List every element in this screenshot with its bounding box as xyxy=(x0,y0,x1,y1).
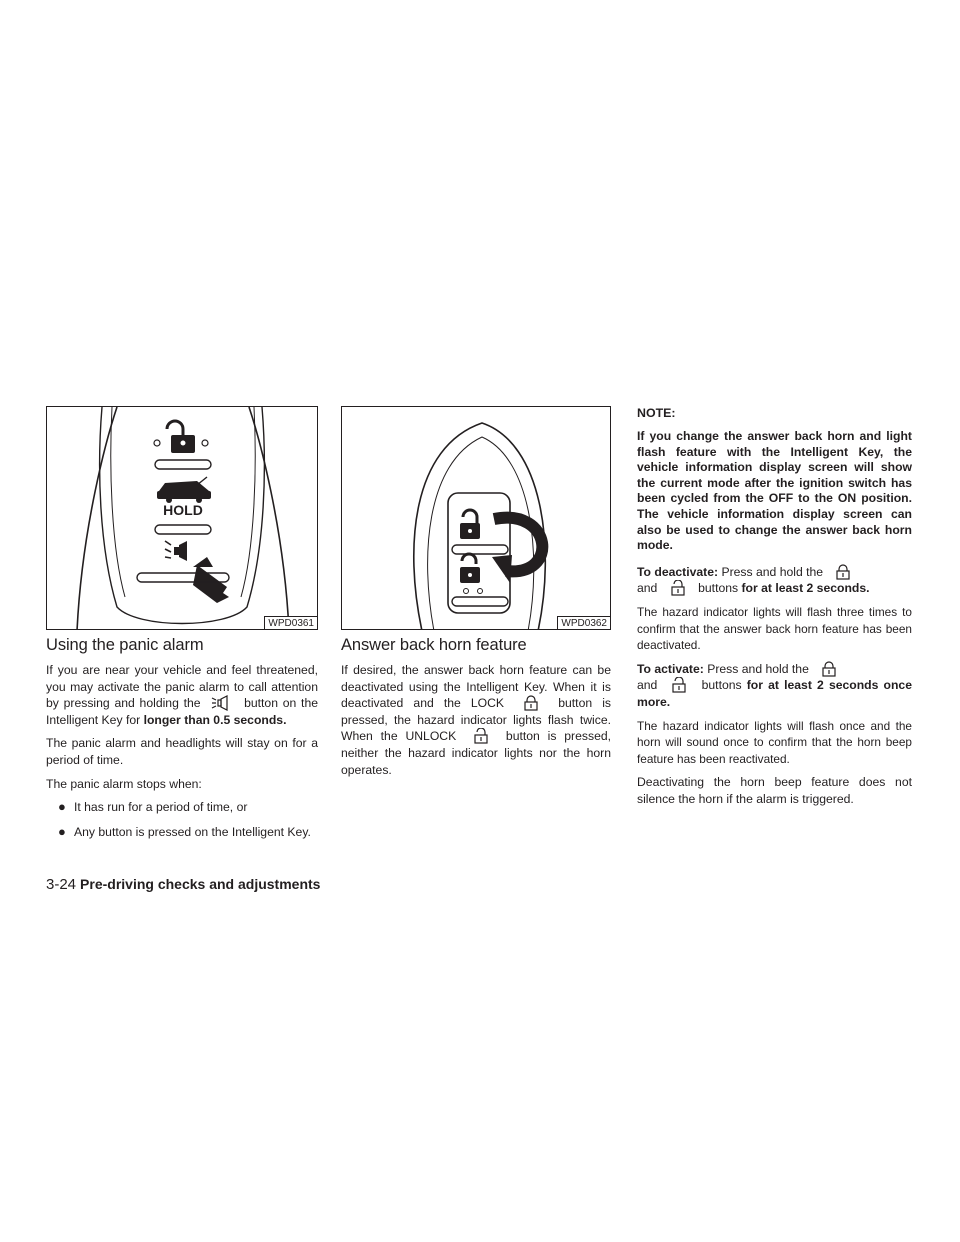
section-title-answer-back: Answer back horn feature xyxy=(341,636,527,654)
unlock-icon xyxy=(469,728,493,744)
activate-result: The hazard indicator lights will flash once and the horn will sound once to confirm that the horn beep feature has been reactivated. xyxy=(637,718,912,766)
lock-icon xyxy=(817,661,841,677)
intelligent-key-illustration xyxy=(47,407,318,630)
answer-text-a: If desired, the answer back horn feature can be deactivated using the Intelligent Key. When it is deactivated and the LOCK xyxy=(341,663,611,711)
activate-bold: for at least 2 seconds once more. xyxy=(637,678,912,709)
figure-answer-back-key xyxy=(341,406,611,630)
list-item xyxy=(58,824,318,841)
activate-label: To activate: xyxy=(637,661,704,676)
panic-paragraph-3: The panic alarm stops when: xyxy=(46,776,202,791)
panic-paragraph-2: The panic alarm and headlights will stay on for a period of time. xyxy=(46,736,318,767)
column-2 xyxy=(341,406,611,785)
note-body: If you change the answer back horn and light flash feature with the Intelligent Key, the vehicle information display screen will show the current mode after the ignition switch has been cycled from the OFF to the ON position. The vehicle information display screen can also be used to change the answer back horn mode. xyxy=(637,429,912,553)
page-number: 3-24 xyxy=(46,876,77,893)
bullet-text: It has run for a period of time, or xyxy=(74,800,248,815)
list-item xyxy=(58,799,318,816)
note-title: NOTE: xyxy=(637,406,676,420)
column-3 xyxy=(637,406,912,814)
bullet-icon: ● xyxy=(58,823,66,839)
deactivate-result: The hazard indicator lights will flash three times to confirm that the answer back horn feature has been deactivated. xyxy=(637,604,912,653)
deactivate-label: To deactivate: xyxy=(637,564,719,579)
deactivate-text-a: Press and hold the xyxy=(721,564,824,579)
lock-icon xyxy=(831,564,855,580)
panic-p1-text-a: If you are near your vehicle and feel threatened, you may activate the panic alarm to call attention by pressing and holding the xyxy=(46,663,318,711)
activate-text-a: Press and hold the xyxy=(707,661,809,676)
bullet-text: Any button is pressed on the Intelligent Key. xyxy=(74,824,311,839)
activate-instruction xyxy=(637,661,912,711)
deactivate-bold: for at least 2 seconds. xyxy=(741,581,870,596)
column-1 xyxy=(46,406,318,848)
deactivate-text-b: and xyxy=(637,581,658,596)
panic-p1-text-b: button on the Intelligent Key for xyxy=(46,696,318,727)
figure-code: WPD0361 xyxy=(264,616,317,629)
answer-text-b: button is pressed, the hazard indicator lights flash twice. When the UNLOCK xyxy=(341,696,612,744)
figure-panic-key xyxy=(46,406,318,630)
answer-text-c: button is pressed, neither the hazard indicator lights nor the horn operates. xyxy=(341,729,612,777)
unlock-icon xyxy=(667,677,691,693)
hold-label: HOLD xyxy=(163,502,203,518)
panic-p1-bold: longer than 0.5 seconds. xyxy=(143,712,287,727)
section-title-panic: Using the panic alarm xyxy=(46,636,204,654)
panic-button-icon xyxy=(210,695,234,711)
panic-paragraph-1 xyxy=(46,662,318,728)
bullet-icon: ● xyxy=(58,799,66,815)
lock-icon xyxy=(519,695,543,711)
footer-title: Pre-driving checks and adjustments xyxy=(80,876,321,892)
panic-bullet-list xyxy=(46,799,318,840)
activate-text-b: and xyxy=(637,678,658,693)
intelligent-key-lock-illustration xyxy=(342,407,611,630)
figure-code: WPD0362 xyxy=(557,616,610,629)
unlock-icon xyxy=(666,580,690,596)
final-paragraph: Deactivating the horn beep feature does not silence the horn if the alarm is triggered. xyxy=(637,775,912,806)
deactivate-text-c: buttons xyxy=(698,581,739,596)
answer-back-paragraph xyxy=(341,662,611,778)
page-footer xyxy=(46,876,320,893)
deactivate-instruction xyxy=(637,564,912,597)
activate-text-c: buttons xyxy=(701,678,742,693)
